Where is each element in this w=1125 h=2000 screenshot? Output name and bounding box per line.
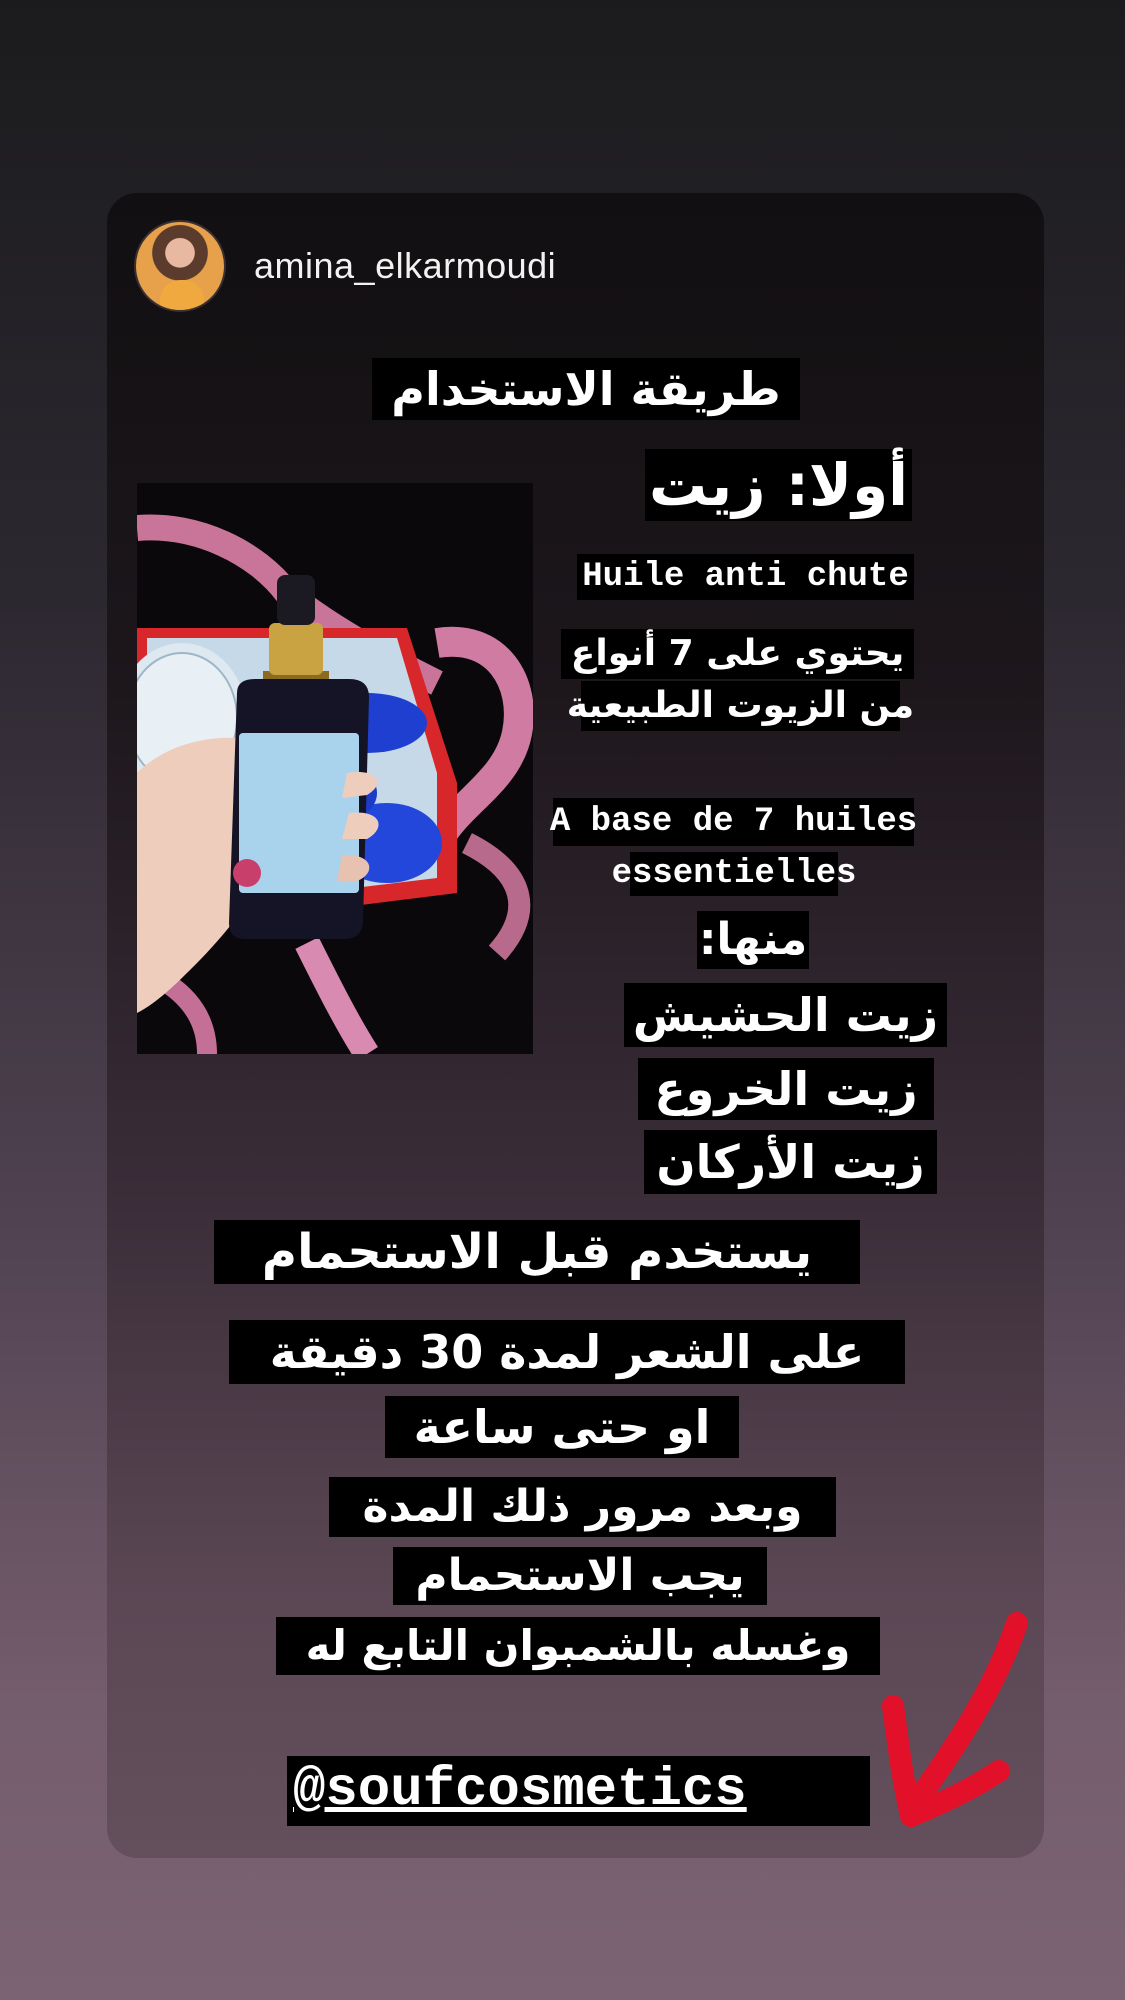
contains-ar-line-1: يحتوي على 7 أنواع [561,629,914,679]
usage-line-6: وغسله بالشمبوان التابع له [276,1617,880,1675]
brand-mention-link[interactable]: @soufcosmetics [287,1756,870,1826]
username[interactable]: amina_elkarmoudi [254,245,557,286]
oil-item-3: زيت الأركان [644,1130,937,1194]
including-label: منها: [697,911,809,969]
usage-line-1: يستخدم قبل الاستحمام [214,1220,860,1284]
first-oil-heading: أولا: زيت [645,449,912,521]
avatar[interactable] [134,220,226,312]
contains-fr-line-1: A base de 7 huiles [553,798,914,846]
oil-item-1: زيت الحشيش [624,983,947,1047]
product-photo [137,483,533,1054]
usage-line-2: على الشعر لمدة 30 دقيقة [229,1320,905,1384]
contains-ar-line-2: من الزيوت الطبيعية [581,681,900,731]
usage-line-3: او حتى ساعة [385,1396,739,1458]
title-text: طريقة الاستخدام [372,358,800,420]
story-header [134,220,556,312]
usage-line-5: يجب الاستحمام [393,1547,767,1605]
story-card [107,193,1044,1858]
oil-item-2: زيت الخروع [638,1058,934,1120]
contains-fr-line-2: essentielles [630,852,838,896]
usage-line-4: وبعد مرور ذلك المدة [329,1477,836,1537]
product-name-fr: Huile anti chute [577,554,914,600]
pointing-arrow-icon [877,1611,1037,1841]
